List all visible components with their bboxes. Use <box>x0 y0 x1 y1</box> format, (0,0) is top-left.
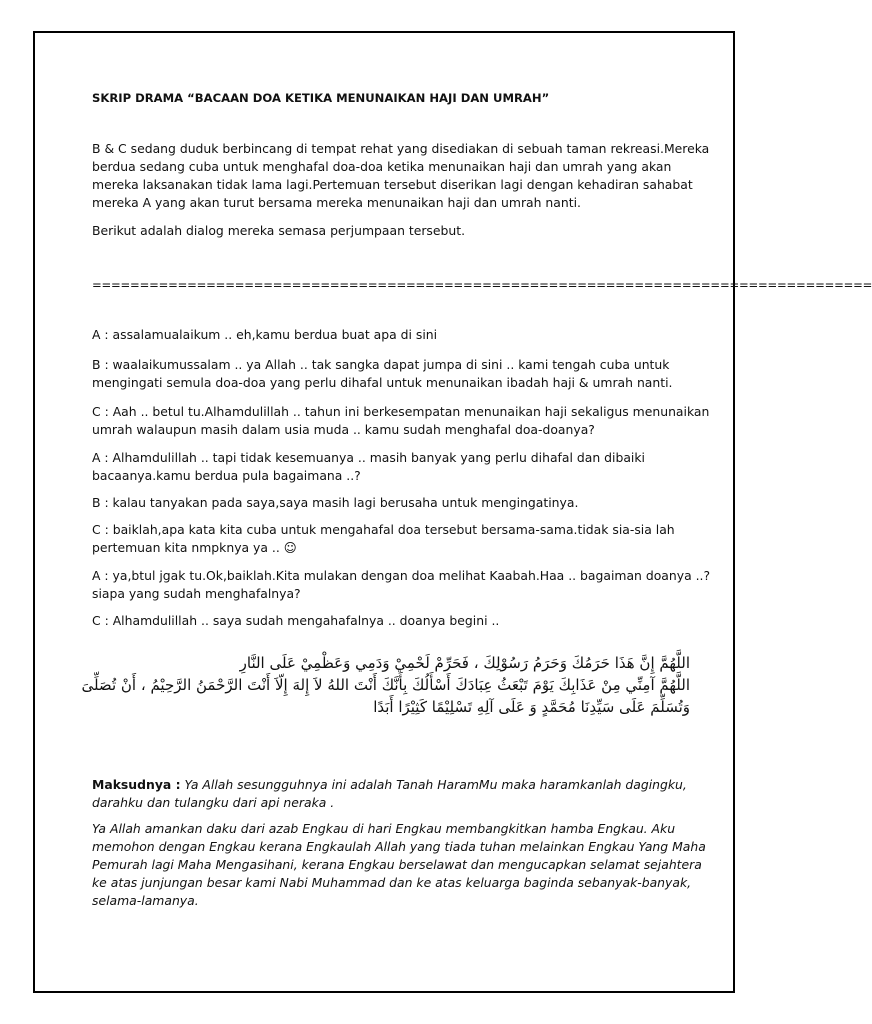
meaning-text: Ya Allah sesungguhnya ini adalah Tanah HaramMu maka haramkanlah dagingku, <box>180 777 687 792</box>
dialog-line-a <box>92 449 672 485</box>
dialog-text: C : Alhamdulillah .. saya sudah mengahafalnya .. doanya begini .. <box>92 613 500 628</box>
dialog-line-b <box>92 356 672 392</box>
dialog-intro-paragraph <box>92 222 672 240</box>
dialog-text: pertemuan kita nmpknya ya .. ☺ <box>92 540 297 555</box>
dialog-line-a <box>92 567 711 603</box>
intro-line: berdua sedang cuba untuk menghafal doa-doa ketika menunaikan haji dan umrah yang akan <box>92 159 672 174</box>
intro-line: mereka laksanakan tidak lama lagi.Pertemuan tersebut diserikan lagi dengan kehadiran sahabat <box>92 177 693 192</box>
dialog-line-a <box>92 326 672 344</box>
meaning-line: memohon dengan Engkau kerana Engkaulah Allah yang tiada tuhan melainkan Engkau Yang Maha <box>92 839 706 854</box>
meaning-line: ke atas junjungan besar kami Nabi Muhammad dan ke atas keluarga baginda sebanyak-banyak, <box>92 875 692 890</box>
meaning-paragraph-2 <box>92 820 706 910</box>
dialog-text: C : baiklah,apa kata kita cuba untuk mengahafal doa tersebut bersama-sama.tidak sia-sia lah <box>92 522 675 537</box>
dialog-text: B : waalaikumussalam .. ya Allah .. tak sangka dapat jumpa di sini .. kami tengah cuba untuk <box>92 357 670 372</box>
dialog-text: B : kalau tanyakan pada saya,saya masih lagi berusaha untuk mengingatinya. <box>92 495 579 510</box>
dialog-line-c <box>92 612 672 630</box>
dialog-text: C : Aah .. betul tu.Alhamdulillah .. tahun ini berkesempatan menunaikan haji sekaligus menunaikan <box>92 404 710 419</box>
intro-paragraph <box>92 140 710 212</box>
meaning-line <box>92 776 687 794</box>
dialog-text: A : assalamualaikum .. eh,kamu berdua buat apa di sini <box>92 327 438 342</box>
dialog-text: A : ya,btul jgak tu.Ok,baiklah.Kita mulakan dengan doa melihat Kaabah.Haa .. bagaiman doanya ..? <box>92 568 711 583</box>
arabic-line: اللَّهُمَّ آمِنِّي مِنْ عَذَابِكَ يَوْمَ تَبْعَثُ عِبَادَكَ أَسْأَلُكَ بِأَنَّكَ أَنْتَ اللهُ لاَ إِلهَ إِلّاَ أَنْتَ الرَّحْمَنُ الرَّحِيْمُ ، أَنْ تُصَلِّىَ <box>81 676 690 694</box>
separator-line: ================================================================================== <box>92 278 872 292</box>
dialog-line-c <box>92 521 675 557</box>
dialog-text: siapa yang sudah menghafalnya? <box>92 586 301 601</box>
meaning-line: darahku dan tulangku dari api neraka . <box>92 795 335 810</box>
dialog-text: bacaanya.kamu berdua pula bagaimana ..? <box>92 468 361 483</box>
meaning-label: Maksudnya : <box>92 777 181 792</box>
document-title: SKRIP DRAMA “BACAAN DOA KETIKA MENUNAIKAN HAJI DAN UMRAH” <box>92 91 550 105</box>
dialog-text: umrah walaupun masih dalam usia muda .. kamu sudah menghafal doa-doanya? <box>92 422 595 437</box>
intro-line: B & C sedang duduk berbincang di tempat rehat yang disediakan di sebuah taman rekreasi.Mereka <box>92 141 710 156</box>
meaning-paragraph <box>92 776 687 812</box>
dialog-line-b <box>92 494 672 512</box>
arabic-prayer-text <box>81 652 690 718</box>
arabic-line: وَتُسَلِّمَ عَلَى سَيِّدِنَا مُحَمَّدٍ وَ عَلَى آلِهِ تَسْلِيْمًا كَثِيْرًا أَبَدًا <box>373 698 690 716</box>
meaning-line: Ya Allah amankan daku dari azab Engkau di hari Engkau membangkitkan hamba Engkau. Aku <box>92 821 676 836</box>
dialog-text: mengingati semula doa-doa yang perlu dihafal untuk menunaikan ibadah haji & umrah nanti. <box>92 375 673 390</box>
meaning-line: Pemurah lagi Maha Mengasihani, kerana Engkau berselawat dan mengucapkan selamat sejahtera <box>92 857 702 872</box>
dialog-line-c <box>92 403 710 439</box>
arabic-line: اللَّهُمَّ إِنَّ هَذَا حَرَمُكَ وَحَرَمُ رَسُوْلِكَ ، فَحَرِّمْ لَحْمِيْ وَدَمِي وَعَظْمِيْ عَلَى النَّارِ <box>239 654 690 672</box>
intro-line: mereka A yang akan turut bersama mereka menunaikan haji dan umrah nanti. <box>92 195 581 210</box>
dialog-intro-text: Berikut adalah dialog mereka semasa perjumpaan tersebut. <box>92 223 466 238</box>
dialog-text: A : Alhamdulillah .. tapi tidak kesemuanya .. masih banyak yang perlu dihafal dan dibaiki <box>92 450 645 465</box>
meaning-line: selama-lamanya. <box>92 893 199 908</box>
